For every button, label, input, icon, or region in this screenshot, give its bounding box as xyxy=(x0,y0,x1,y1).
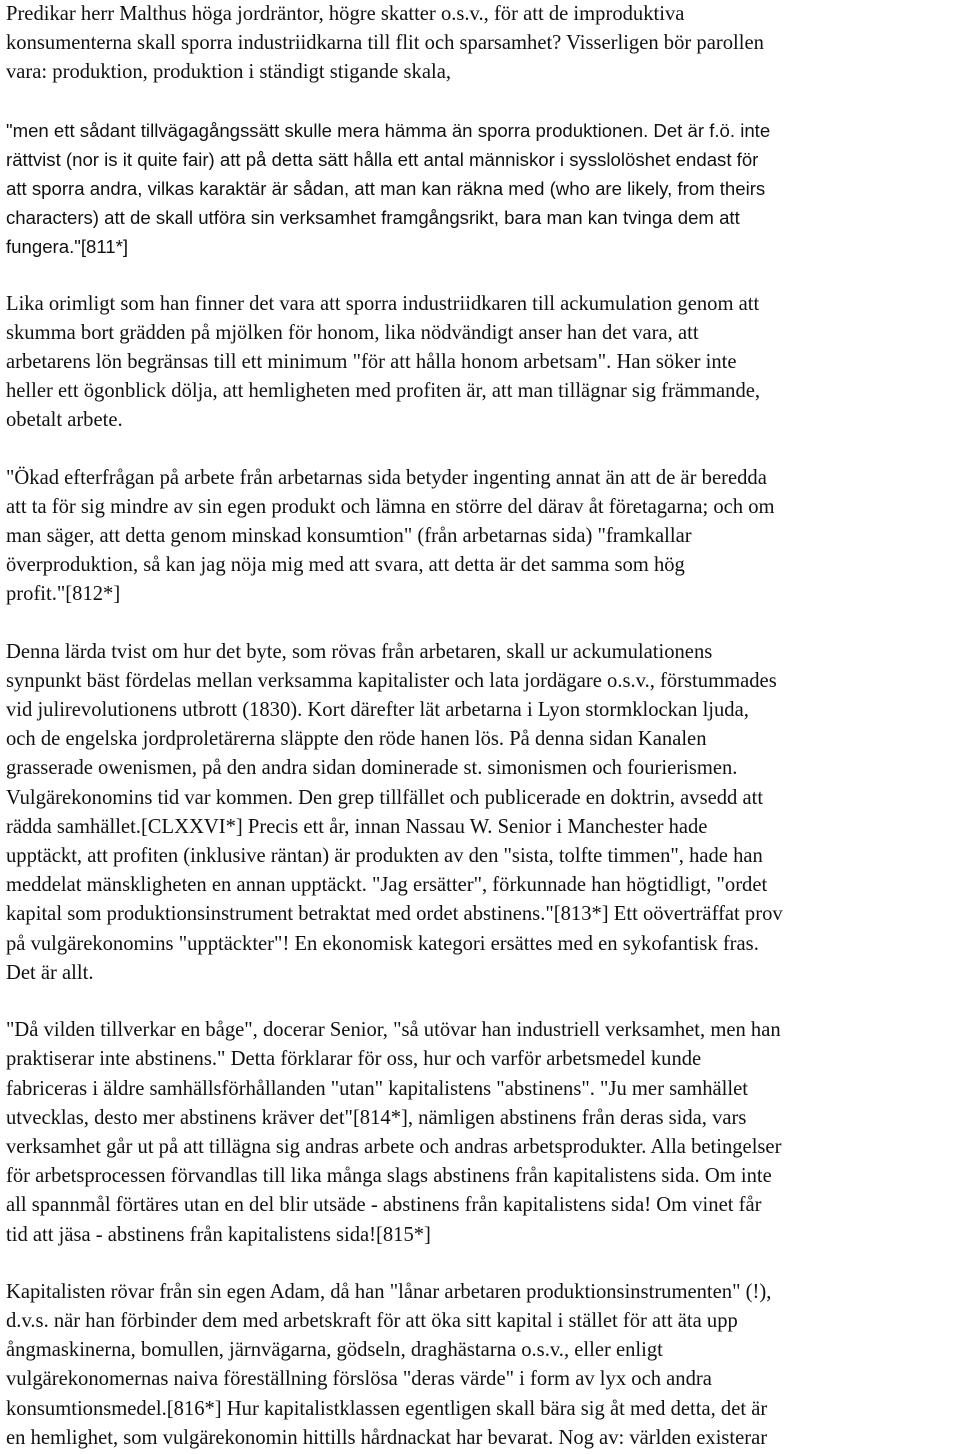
text-segment: Han söker inte xyxy=(611,351,737,374)
text-line: skumma bort grädden på mjölken för honom, lika nödvändigt anser han det vara, att xyxy=(6,321,699,344)
text-line: konsumtionsmedel.[816*] Hur kapitalistklassen egentligen skall bära sig åt med detta, det är xyxy=(6,1397,768,1420)
text-line: överproduktion, så kan jag nöja mig med att svara, att detta är det samma som hög xyxy=(6,554,685,577)
text-line: praktiserar inte abstinens." Detta förklarar för oss, hur och varför arbetsmedel kunde xyxy=(6,1048,702,1071)
text-line: grasserade owenismen, på den andra sidan dominerade st. simonismen och fourierismen. xyxy=(6,757,738,780)
paragraph-5 xyxy=(6,638,958,988)
text-line: meddelat mänskligheten en annan upptäckt. "Jag ersätter", förkunnade han högtidligt, "ordet xyxy=(6,874,768,897)
text-line: d.v.s. när han förbinder dem med arbetskraft för att öka sitt kapital i stället för att äta upp xyxy=(6,1309,738,1332)
text-line: vara: produktion, produktion i ständigt stigande skala, xyxy=(6,61,451,84)
text-segment: arbetarens lön begränsas till ett minimum "för att hålla honom arbetsam". xyxy=(6,351,612,374)
text-line: synpunkt bäst fördelas mellan verksamma kapitalister och lata jordägare o.s.v., förstummades xyxy=(6,669,777,692)
text-line: all spannmål förtäres utan en del blir utsäde - abstinens från kapitalistens sida! Om vinet får xyxy=(6,1194,762,1217)
paragraph-6 xyxy=(6,1016,958,1250)
paragraph-1 xyxy=(6,0,958,88)
text-line: Det är allt. xyxy=(6,961,94,984)
text-line: utvecklas, desto mer abstinens kräver det"[814*], nämligen abstinens från deras sida, vars xyxy=(6,1106,747,1129)
text-line: "Ökad efterfrågan på arbete från arbetarnas sida betyder ingenting annat än att de är beredda xyxy=(6,466,767,489)
text-line: en hemlighet, som vulgärekonomin hittills hårdnackat har bevarat. Nog av: världen existerar xyxy=(6,1426,768,1449)
text-line: för arbetsprocessen förvandlas till lika många slags abstinens från kapitalistens sida. Om inte xyxy=(6,1165,772,1188)
text-line: fungera."[811*] xyxy=(6,236,129,258)
paragraph-4 xyxy=(6,464,958,610)
text-line: rädda samhället.[CLXXVI*] Precis ett år, innan Nassau W. Senior i Manchester hade xyxy=(6,815,708,838)
text-line: på vulgärekonomins "upptäckter"! En ekonomisk kategori ersättes med en sykofantisk fras. xyxy=(6,932,759,955)
text-line: characters) att de skall utföra sin verksamhet framgångsrikt, bara man kan tvinga dem att xyxy=(6,207,740,229)
text-line: profit."[812*] xyxy=(6,583,121,606)
text-line: verksamhet går ut på att tillägna sig andras arbete och andras arbetsprodukter. Alla betingelser xyxy=(6,1135,782,1158)
text-line: obetalt arbete. xyxy=(6,409,123,432)
text-line: man säger, att detta genom minskad konsumtion" (från arbetarnas sida) "framkallar xyxy=(6,525,692,548)
document-page xyxy=(6,0,958,1453)
text-line: fabriceras i äldre samhällsförhållanden "utan" kapitalistens "abstinens". "Ju mer samhället xyxy=(6,1077,748,1100)
text-line: Denna lärda tvist om hur det byte, som rövas från arbetaren, skall ur ackumulationens xyxy=(6,640,713,663)
text-line: Predikar herr Malthus höga jordräntor, högre skatter o.s.v., för att de improduktiva xyxy=(6,3,685,25)
text-line: Vulgärekonomins tid var kommen. Den grep tillfället och publicerade en doktrin, avsedd att xyxy=(6,786,764,809)
text-line: kapital som produktionsinstrument betraktat med ordet abstinens."[813*] Ett oöverträffat prov xyxy=(6,903,783,926)
paragraph-3 xyxy=(6,290,958,436)
text-line: rättvist (nor is it quite fair) att på detta sätt hålla ett antal människor i sysslolöshet endast för xyxy=(6,148,759,170)
text-line: "Då vilden tillverkar en båge", docerar Senior, "så utövar han industriell verksamhet, men han xyxy=(6,1019,781,1042)
text-line-mixed xyxy=(6,348,958,377)
text-line: att sporra andra, vilkas karaktär är sådan, att man kan räkna med (who are likely, from theirs xyxy=(6,178,766,200)
text-line: vulgärekonomernas naiva föreställning förslösa "deras värde" i form av lyx och andra xyxy=(6,1368,712,1391)
text-line: Lika orimligt som han finner det vara att sporra industriidkaren till ackumulation genom att xyxy=(6,292,760,315)
text-line: konsumenterna skall sporra industriidkarna till flit och sparsamhet? Visserligen bör parollen xyxy=(6,32,764,55)
text-line: ångmaskinerna, bomullen, järnvägarna, gödseln, draghästarna o.s.v., eller enligt xyxy=(6,1339,663,1362)
text-line: att ta för sig mindre av sin egen produkt och lämna en större del därav åt företagarna; och om xyxy=(6,495,775,518)
text-line: och de engelska jordproletärerna släppte den röde hanen lös. På denna sidan Kanalen xyxy=(6,728,707,751)
text-line: Kapitalisten rövar från sin egen Adam, då han "lånar arbetaren produktionsinstrumenten" (!), xyxy=(6,1280,772,1303)
paragraph-2 xyxy=(6,116,958,262)
text-line: upptäckt, att profiten (inklusive räntan) är produkten av den "sista, tolfte timmen", hade han xyxy=(6,845,763,868)
text-line: heller ett ögonblick dölja, att hemligheten med profiten är, att man tillägnar sig främmande, xyxy=(6,380,761,403)
text-line: tid att jäsa - abstinens från kapitalistens sida![815*] xyxy=(6,1223,431,1246)
paragraph-7 xyxy=(6,1278,958,1453)
text-line: "men ett sådant tillvägagångssätt skulle mera hämma än sporra produktionen. Det är f.ö. inte xyxy=(6,119,771,141)
text-line: vid julirevolutionens utbrott (1830). Kort därefter lät arbetarna i Lyon stormklockan ljuda, xyxy=(6,699,749,722)
